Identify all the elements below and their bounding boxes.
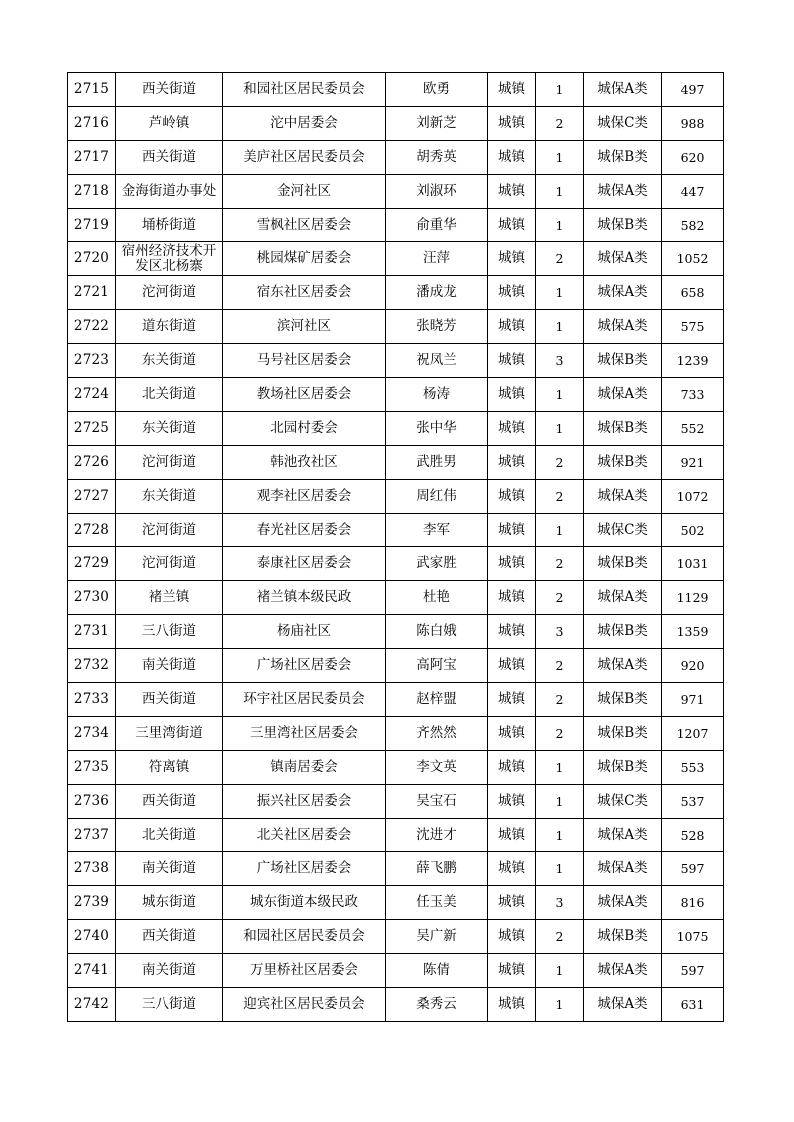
cell-insurance-category: 城保B类 [584,344,662,378]
cell-monthly-amount: 537 [662,784,724,818]
cell-serial-number: 2730 [68,581,116,615]
cell-street-office: 西关街道 [116,683,223,717]
cell-monthly-amount: 552 [662,411,724,445]
cell-street-office: 南关街道 [116,852,223,886]
cell-community: 三里湾社区居委会 [223,716,386,750]
cell-person-name: 陈倩 [386,954,488,988]
cell-community: 马号社区居委会 [223,344,386,378]
cell-street-office: 宿州经济技术开发区北杨寨 [116,242,223,276]
cell-community: 镇南居委会 [223,750,386,784]
cell-insurance-category: 城保A类 [584,73,662,107]
cell-serial-number: 2724 [68,378,116,412]
cell-insurance-category: 城保A类 [584,886,662,920]
cell-community: 北关社区居委会 [223,818,386,852]
table-row [68,242,724,276]
cell-household-size: 1 [536,411,584,445]
cell-serial-number: 2737 [68,818,116,852]
cell-community: 城东街道本级民政 [223,886,386,920]
cell-area-type: 城镇 [488,479,536,513]
cell-monthly-amount: 988 [662,106,724,140]
cell-insurance-category: 城保C类 [584,784,662,818]
cell-household-size: 1 [536,954,584,988]
cell-household-size: 2 [536,649,584,683]
cell-serial-number: 2725 [68,411,116,445]
table-row [68,479,724,513]
cell-street-office: 东关街道 [116,411,223,445]
cell-monthly-amount: 497 [662,73,724,107]
table-row [68,140,724,174]
cell-street-office: 东关街道 [116,479,223,513]
cell-monthly-amount: 553 [662,750,724,784]
cell-serial-number: 2740 [68,920,116,954]
cell-insurance-category: 城保A类 [584,276,662,310]
cell-street-office: 南关街道 [116,954,223,988]
cell-area-type: 城镇 [488,513,536,547]
table-row [68,988,724,1022]
cell-community: 韩池孜社区 [223,445,386,479]
table-row [68,954,724,988]
cell-area-type: 城镇 [488,547,536,581]
cell-community: 振兴社区居委会 [223,784,386,818]
cell-household-size: 2 [536,106,584,140]
table-row [68,649,724,683]
cell-household-size: 3 [536,344,584,378]
cell-street-office: 金海街道办事处 [116,174,223,208]
cell-serial-number: 2716 [68,106,116,140]
cell-person-name: 任玉美 [386,886,488,920]
cell-insurance-category: 城保A类 [584,378,662,412]
cell-insurance-category: 城保B类 [584,615,662,649]
cell-area-type: 城镇 [488,683,536,717]
cell-monthly-amount: 1031 [662,547,724,581]
cell-monthly-amount: 1075 [662,920,724,954]
table-row [68,411,724,445]
cell-monthly-amount: 597 [662,954,724,988]
cell-street-office: 沱河街道 [116,547,223,581]
cell-monthly-amount: 1359 [662,615,724,649]
cell-insurance-category: 城保C类 [584,106,662,140]
table-row [68,344,724,378]
cell-community: 春光社区居委会 [223,513,386,547]
cell-street-office: 三八街道 [116,615,223,649]
cell-insurance-category: 城保B类 [584,208,662,242]
cell-household-size: 1 [536,73,584,107]
cell-area-type: 城镇 [488,581,536,615]
cell-household-size: 3 [536,615,584,649]
cell-household-size: 3 [536,886,584,920]
cell-monthly-amount: 816 [662,886,724,920]
cell-area-type: 城镇 [488,73,536,107]
cell-street-office: 三里湾街道 [116,716,223,750]
cell-monthly-amount: 920 [662,649,724,683]
cell-serial-number: 2728 [68,513,116,547]
cell-serial-number: 2734 [68,716,116,750]
cell-community: 和园社区居民委员会 [223,73,386,107]
cell-person-name: 吴宝石 [386,784,488,818]
cell-person-name: 刘新芝 [386,106,488,140]
cell-monthly-amount: 528 [662,818,724,852]
cell-street-office: 东关街道 [116,344,223,378]
cell-household-size: 1 [536,310,584,344]
cell-street-office: 西关街道 [116,920,223,954]
table-row [68,750,724,784]
cell-street-office: 西关街道 [116,140,223,174]
cell-community: 金河社区 [223,174,386,208]
cell-person-name: 沈进才 [386,818,488,852]
cell-insurance-category: 城保C类 [584,513,662,547]
table-row [68,174,724,208]
cell-serial-number: 2723 [68,344,116,378]
cell-household-size: 1 [536,852,584,886]
cell-monthly-amount: 1072 [662,479,724,513]
cell-person-name: 李文英 [386,750,488,784]
cell-person-name: 李军 [386,513,488,547]
cell-household-size: 1 [536,818,584,852]
cell-insurance-category: 城保A类 [584,649,662,683]
cell-serial-number: 2729 [68,547,116,581]
cell-community: 宿东社区居委会 [223,276,386,310]
table-row [68,615,724,649]
cell-serial-number: 2732 [68,649,116,683]
cell-person-name: 武胜男 [386,445,488,479]
cell-community: 美庐社区居民委员会 [223,140,386,174]
cell-insurance-category: 城保A类 [584,852,662,886]
cell-insurance-category: 城保A类 [584,818,662,852]
cell-community: 广场社区居委会 [223,852,386,886]
cell-household-size: 1 [536,750,584,784]
cell-community: 雪枫社区居委会 [223,208,386,242]
cell-street-office: 沱河街道 [116,276,223,310]
cell-monthly-amount: 1052 [662,242,724,276]
cell-community: 沱中居委会 [223,106,386,140]
table-row [68,445,724,479]
cell-monthly-amount: 658 [662,276,724,310]
table-row [68,276,724,310]
cell-community: 迎宾社区居民委员会 [223,988,386,1022]
cell-household-size: 1 [536,513,584,547]
table-row [68,73,724,107]
table-row [68,208,724,242]
table-row [68,920,724,954]
cell-person-name: 吴广新 [386,920,488,954]
cell-serial-number: 2738 [68,852,116,886]
cell-person-name: 陈白娥 [386,615,488,649]
cell-serial-number: 2739 [68,886,116,920]
cell-area-type: 城镇 [488,988,536,1022]
cell-insurance-category: 城保B类 [584,716,662,750]
cell-street-office: 西关街道 [116,784,223,818]
cell-area-type: 城镇 [488,411,536,445]
cell-household-size: 1 [536,784,584,818]
cell-serial-number: 2726 [68,445,116,479]
cell-insurance-category: 城保A类 [584,479,662,513]
cell-insurance-category: 城保B类 [584,920,662,954]
cell-community: 观李社区居委会 [223,479,386,513]
cell-monthly-amount: 1239 [662,344,724,378]
table-row [68,818,724,852]
cell-household-size: 2 [536,920,584,954]
roster-body [68,73,724,1022]
cell-person-name: 杜艳 [386,581,488,615]
cell-insurance-category: 城保A类 [584,174,662,208]
cell-person-name: 赵梓盟 [386,683,488,717]
cell-insurance-category: 城保A类 [584,988,662,1022]
cell-person-name: 潘成龙 [386,276,488,310]
cell-street-office: 沱河街道 [116,513,223,547]
cell-household-size: 2 [536,547,584,581]
cell-street-office: 城东街道 [116,886,223,920]
cell-insurance-category: 城保A类 [584,581,662,615]
cell-area-type: 城镇 [488,852,536,886]
cell-household-size: 1 [536,988,584,1022]
table-row [68,784,724,818]
cell-area-type: 城镇 [488,716,536,750]
cell-serial-number: 2718 [68,174,116,208]
cell-monthly-amount: 582 [662,208,724,242]
cell-community: 泰康社区居委会 [223,547,386,581]
cell-area-type: 城镇 [488,344,536,378]
cell-monthly-amount: 575 [662,310,724,344]
cell-monthly-amount: 631 [662,988,724,1022]
cell-serial-number: 2727 [68,479,116,513]
cell-serial-number: 2719 [68,208,116,242]
cell-person-name: 杨涛 [386,378,488,412]
cell-insurance-category: 城保A类 [584,310,662,344]
cell-community: 滨河社区 [223,310,386,344]
cell-household-size: 2 [536,683,584,717]
cell-person-name: 祝凤兰 [386,344,488,378]
cell-area-type: 城镇 [488,140,536,174]
cell-community: 环宇社区居民委员会 [223,683,386,717]
cell-serial-number: 2731 [68,615,116,649]
cell-serial-number: 2720 [68,242,116,276]
cell-serial-number: 2733 [68,683,116,717]
cell-area-type: 城镇 [488,615,536,649]
cell-person-name: 齐然然 [386,716,488,750]
cell-serial-number: 2722 [68,310,116,344]
cell-insurance-category: 城保B类 [584,547,662,581]
cell-person-name: 高阿宝 [386,649,488,683]
cell-area-type: 城镇 [488,954,536,988]
cell-community: 和园社区居民委员会 [223,920,386,954]
table-row [68,886,724,920]
cell-street-office: 褚兰镇 [116,581,223,615]
cell-household-size: 2 [536,716,584,750]
cell-monthly-amount: 620 [662,140,724,174]
cell-street-office: 北关街道 [116,378,223,412]
cell-area-type: 城镇 [488,445,536,479]
cell-person-name: 武家胜 [386,547,488,581]
cell-person-name: 桑秀云 [386,988,488,1022]
cell-monthly-amount: 921 [662,445,724,479]
cell-household-size: 2 [536,445,584,479]
cell-community: 广场社区居委会 [223,649,386,683]
cell-monthly-amount: 1129 [662,581,724,615]
cell-insurance-category: 城保B类 [584,140,662,174]
cell-monthly-amount: 1207 [662,716,724,750]
cell-area-type: 城镇 [488,276,536,310]
cell-monthly-amount: 733 [662,378,724,412]
cell-area-type: 城镇 [488,174,536,208]
cell-street-office: 符离镇 [116,750,223,784]
cell-area-type: 城镇 [488,378,536,412]
table-row [68,852,724,886]
cell-person-name: 刘淑环 [386,174,488,208]
cell-household-size: 1 [536,378,584,412]
cell-street-office: 道东街道 [116,310,223,344]
cell-monthly-amount: 447 [662,174,724,208]
cell-insurance-category: 城保B类 [584,445,662,479]
cell-community: 北园村委会 [223,411,386,445]
cell-person-name: 俞重华 [386,208,488,242]
cell-area-type: 城镇 [488,242,536,276]
table-row [68,310,724,344]
cell-area-type: 城镇 [488,818,536,852]
cell-area-type: 城镇 [488,886,536,920]
cell-street-office: 南关街道 [116,649,223,683]
table-row [68,513,724,547]
cell-household-size: 1 [536,174,584,208]
cell-serial-number: 2717 [68,140,116,174]
cell-street-office: 芦岭镇 [116,106,223,140]
cell-street-office: 北关街道 [116,818,223,852]
cell-household-size: 2 [536,581,584,615]
cell-monthly-amount: 971 [662,683,724,717]
cell-street-office: 沱河街道 [116,445,223,479]
cell-monthly-amount: 502 [662,513,724,547]
relief-roster-table [67,72,724,1022]
cell-insurance-category: 城保B类 [584,683,662,717]
table-row [68,581,724,615]
cell-household-size: 1 [536,208,584,242]
cell-person-name: 薛飞鹏 [386,852,488,886]
cell-serial-number: 2742 [68,988,116,1022]
cell-community: 杨庙社区 [223,615,386,649]
cell-serial-number: 2715 [68,73,116,107]
cell-household-size: 1 [536,276,584,310]
cell-household-size: 1 [536,140,584,174]
cell-area-type: 城镇 [488,750,536,784]
cell-monthly-amount: 597 [662,852,724,886]
cell-community: 教场社区居委会 [223,378,386,412]
cell-street-office: 西关街道 [116,73,223,107]
cell-person-name: 周红伟 [386,479,488,513]
cell-area-type: 城镇 [488,649,536,683]
table-row [68,547,724,581]
cell-person-name: 张中华 [386,411,488,445]
cell-serial-number: 2741 [68,954,116,988]
cell-community: 褚兰镇本级民政 [223,581,386,615]
cell-insurance-category: 城保B类 [584,750,662,784]
cell-serial-number: 2736 [68,784,116,818]
cell-person-name: 欧勇 [386,73,488,107]
cell-street-office: 三八街道 [116,988,223,1022]
cell-person-name: 胡秀英 [386,140,488,174]
cell-community: 万里桥社区居委会 [223,954,386,988]
cell-household-size: 2 [536,242,584,276]
cell-serial-number: 2735 [68,750,116,784]
table-row [68,683,724,717]
cell-area-type: 城镇 [488,310,536,344]
cell-community: 桃园煤矿居委会 [223,242,386,276]
table-row [68,378,724,412]
table-row [68,716,724,750]
cell-area-type: 城镇 [488,208,536,242]
cell-insurance-category: 城保A类 [584,954,662,988]
cell-person-name: 张晓芳 [386,310,488,344]
cell-household-size: 2 [536,479,584,513]
cell-insurance-category: 城保B类 [584,411,662,445]
cell-area-type: 城镇 [488,784,536,818]
cell-insurance-category: 城保A类 [584,242,662,276]
cell-serial-number: 2721 [68,276,116,310]
cell-area-type: 城镇 [488,106,536,140]
table-row [68,106,724,140]
cell-area-type: 城镇 [488,920,536,954]
cell-person-name: 汪萍 [386,242,488,276]
cell-street-office: 埇桥街道 [116,208,223,242]
